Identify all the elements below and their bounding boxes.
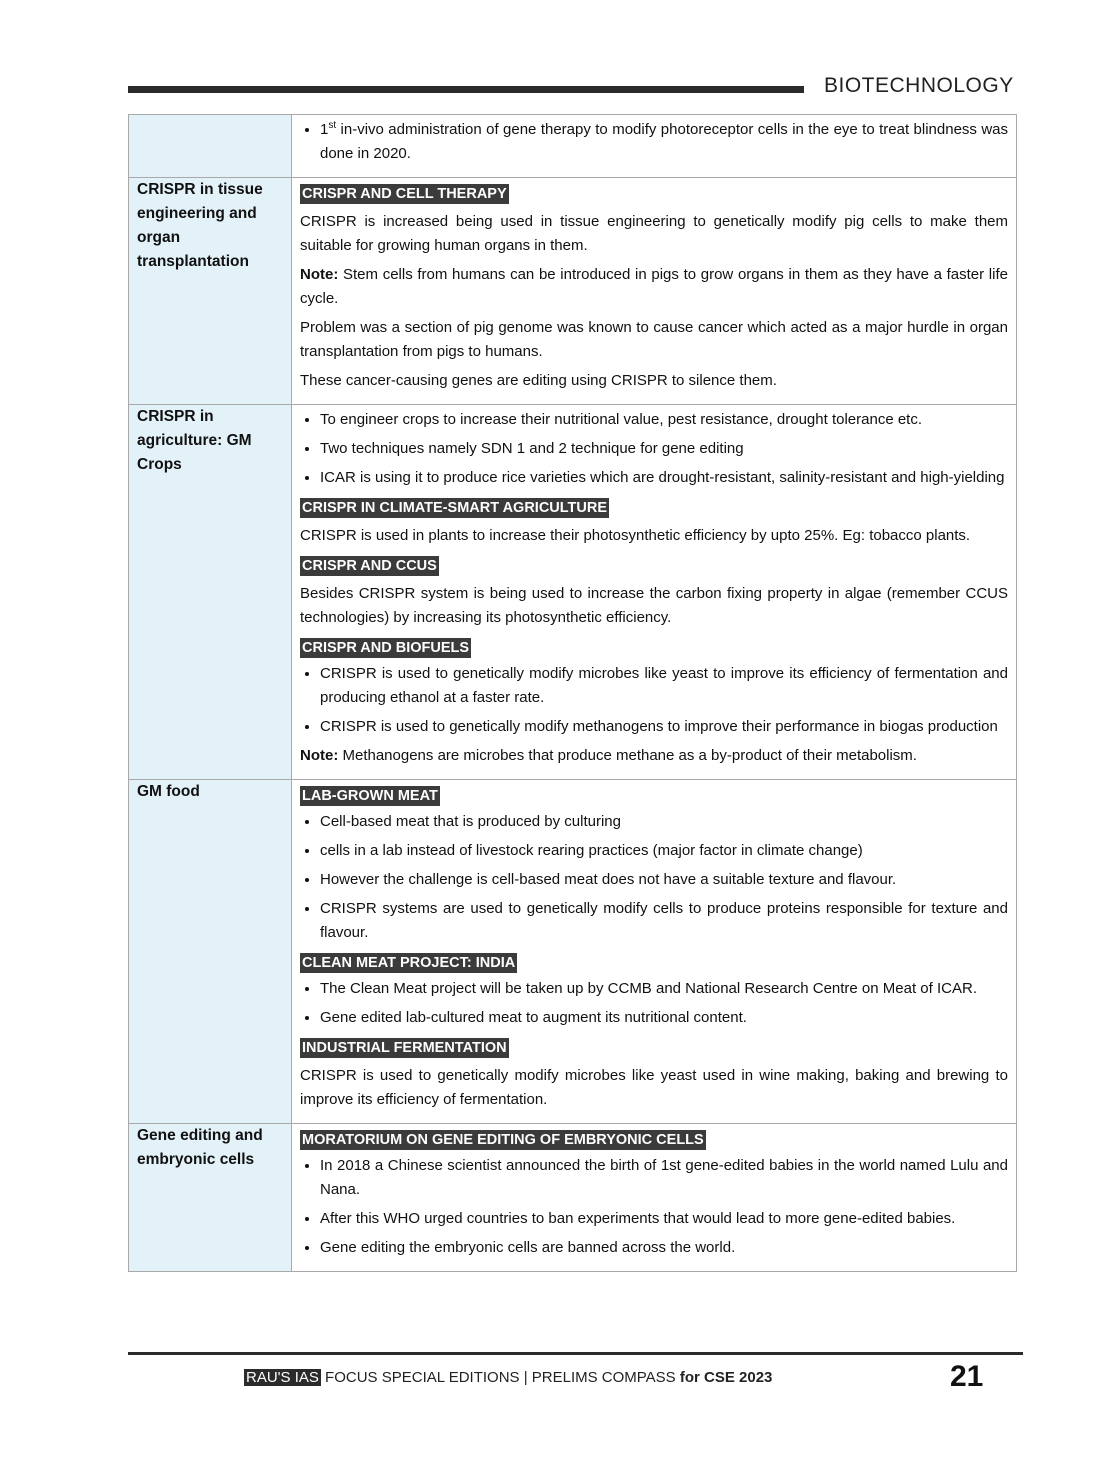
section-heading: CRISPR AND CCUS (302, 558, 437, 574)
bullet-text: in-vivo administration of gene therapy to modify photoreceptor cells in the eye to treat blindness was done in 2020. (320, 121, 1008, 162)
row-topic: Gene editing and embryonic cells (129, 1124, 292, 1272)
table-row (129, 115, 1017, 178)
list-item: • However the challenge is cell-based meat does not have a suitable texture and flavour. (320, 868, 1008, 892)
row-content (292, 115, 1017, 178)
section-heading: CRISPR AND CELL THERAPY (302, 186, 507, 202)
list-item (320, 118, 1008, 166)
row-topic: CRISPR in agriculture: GM Crops (129, 405, 292, 780)
header-rule (128, 86, 804, 93)
list-item: • CRISPR is used to genetically modify microbes like yeast to improve its efficiency of fermentation and producing ethanol at a faster rate. (320, 662, 1008, 710)
section-heading: LAB-GROWN MEAT (302, 788, 438, 804)
table-row (129, 405, 1017, 780)
row-content (292, 1124, 1017, 1272)
bullet-list (300, 662, 1008, 739)
row-topic (129, 115, 292, 178)
row-topic: CRISPR in tissue engineering and organ transplantation (129, 178, 292, 405)
list-item: • Two techniques namely SDN 1 and 2 technique for gene editing (320, 437, 1008, 461)
note-text: Methanogens are microbes that produce methane as a by-product of their metabolism. (338, 747, 917, 764)
superscript: st (328, 120, 337, 131)
note-label: Note: (300, 266, 339, 283)
page-header-title: BIOTECHNOLOGY (824, 74, 1014, 97)
note-text: Stem cells from humans can be introduced in pigs to grow organs in them as they have a faster life cycle. (300, 266, 1008, 307)
section-heading: CRISPR IN CLIMATE-SMART AGRICULTURE (302, 500, 608, 516)
row-content (292, 178, 1017, 405)
table-row (129, 178, 1017, 405)
list-item: • cells in a lab instead of livestock rearing practices (major factor in climate change) (320, 839, 1008, 863)
table-row (129, 1124, 1017, 1272)
list-item: • Cell-based meat that is produced by culturing (320, 810, 1008, 834)
bullet-list (300, 1154, 1008, 1260)
footer-rule (128, 1352, 1023, 1355)
paragraph: Problem was a section of pig genome was known to cause cancer which acted as a major hurdle in organ transplantation from pigs to humans. (300, 319, 1008, 360)
content-table (128, 114, 1017, 1272)
list-item: • CRISPR is used to genetically modify methanogens to improve their performance in biogas production (320, 715, 1008, 739)
list-item: • Gene edited lab-cultured meat to augment its nutritional content. (320, 1006, 1008, 1030)
list-item: • CRISPR systems are used to genetically modify cells to produce proteins responsible for texture and flavour. (320, 897, 1008, 945)
section-heading: CRISPR AND BIOFUELS (302, 640, 470, 656)
list-item: • ICAR is using it to produce rice varieties which are drought-resistant, salinity-resistant and high-yielding (320, 466, 1008, 490)
page-number: 21 (950, 1360, 984, 1393)
list-item: • In 2018 a Chinese scientist announced the birth of 1st gene-edited babies in the world named Lulu and Nana. (320, 1154, 1008, 1202)
note-paragraph (300, 744, 1008, 768)
row-content (292, 780, 1017, 1124)
footer-text (244, 1369, 772, 1386)
brand-logo-text: RAU'S IAS (246, 1369, 319, 1386)
paragraph: CRISPR is used in plants to increase their photosynthetic efficiency by upto 25%. Eg: tobacco plants. (300, 527, 971, 544)
bullet-list (300, 810, 1008, 945)
list-item: • The Clean Meat project will be taken up by CCMB and National Research Centre on Meat of ICAR. (320, 977, 1008, 1001)
list-item: • Gene editing the embryonic cells are banned across the world. (320, 1236, 1008, 1260)
list-item: • After this WHO urged countries to ban experiments that would lead to more gene-edited babies. (320, 1207, 1008, 1231)
bullet-text: 1 (320, 121, 329, 138)
bullet-list (300, 408, 1008, 490)
row-content (292, 405, 1017, 780)
paragraph: These cancer-causing genes are editing using CRISPR to silence them. (300, 372, 777, 389)
section-heading: CLEAN MEAT PROJECT: INDIA (302, 955, 516, 971)
paragraph: CRISPR is used to genetically modify microbes like yeast used in wine making, baking and brewing to improve its efficiency of fermentation. (300, 1067, 1008, 1108)
section-heading: MORATORIUM ON GENE EDITING OF EMBRYONIC CELLS (302, 1132, 704, 1148)
note-label: Note: (300, 747, 339, 764)
paragraph: CRISPR is increased being used in tissue engineering to genetically modify pig cells to make them suitable for growing human organs in them. (300, 213, 1008, 254)
paragraph: Besides CRISPR system is being used to increase the carbon fixing property in algae (remember CCUS technologies) by increasing its photosynthetic efficiency. (300, 585, 1008, 626)
bullet-list (300, 118, 1008, 166)
list-item: • To engineer crops to increase their nutritional value, pest resistance, drought tolerance etc. (320, 408, 1008, 432)
row-topic: GM food (129, 780, 292, 1124)
section-heading: INDUSTRIAL FERMENTATION (302, 1040, 507, 1056)
note-paragraph (300, 263, 1008, 311)
footer-cse: for CSE 2023 (679, 1369, 773, 1386)
bullet-list (300, 977, 1008, 1030)
footer-edition: FOCUS SPECIAL EDITIONS | PRELIMS COMPASS (320, 1369, 680, 1386)
table-row (129, 780, 1017, 1124)
